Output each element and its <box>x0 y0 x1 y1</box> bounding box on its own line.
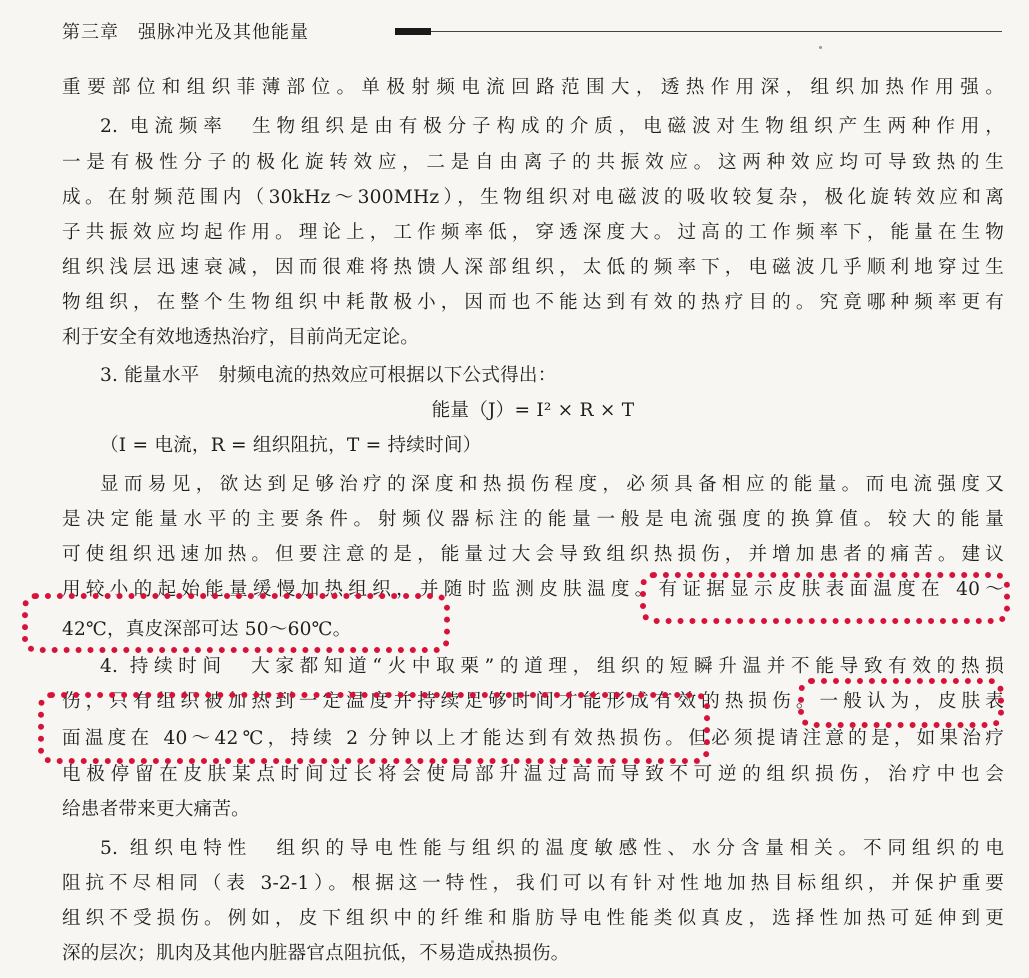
formula: 能量（J）= I² × R × T <box>431 400 635 421</box>
text-line: 显而易见，欲达到足够治疗的深度和热损伤程度，必须具备相应的能量。而电流强度又 <box>100 474 1004 495</box>
text-line: 一是有极性分子的极化旋转效应，二是自由离子的共振效应。这两种效应均可导致热的生 <box>62 152 1004 173</box>
text-line: 物组织，在整个生物组织中耗散极小，因而也不能达到有效的热疗目的。究竟哪种频率更有 <box>62 292 1004 313</box>
text-line: 2. 电流频率 生物组织是由有极分子构成的介质，电磁波对生物组织产生两种作用， <box>100 116 1004 137</box>
text-line: 面温度在 40～42℃，持续 2 分钟以上才能达到有效热损伤。但必须提请注意的是，如果治疗 <box>62 728 1004 749</box>
text-line: 子共振效应均起作用。理论上，工作频率低，穿透深度大。过高的工作频率下，能量在生物 <box>62 222 1004 243</box>
header-bar-decoration <box>395 28 431 35</box>
highlight-skin-temp-start <box>640 572 1010 624</box>
text-line: 阻抗不尽相同（表 3-2-1）。根据这一特性，我们可以有针对性地加热目标组织，并保护重要 <box>62 873 1004 894</box>
scan-speck <box>819 46 822 49</box>
text-line: 4. 持续时间 大家都知道“火中取栗”的道理，组织的短瞬升温并不能导致有效的热损 <box>100 656 1004 677</box>
text-line: 3. 能量水平 射频电流的热效应可根据以下公式得出： <box>100 365 557 386</box>
text-line: 42℃，真皮深部可达 50～60℃。 <box>62 619 352 640</box>
text-line: 利于安全有效地透热治疗，目前尚无定论。 <box>62 327 420 348</box>
text-line: 伤，只有组织被加热到一定温度并持续足够时间才能形成有效的热损伤。一般认为，皮肤表 <box>62 691 1004 712</box>
text-line: 成。在射频范围内（30kHz～300MHz），生物组织对电磁波的吸收较复杂，极化旋转效应和离 <box>62 187 1004 208</box>
highlight-duration-requirement <box>38 692 710 764</box>
text-line: 组织浅层迅速衰减，因而很难将热馈人深部组织，太低的频率下，电磁波几乎顺利地穿过生 <box>62 257 1004 278</box>
text-line: 深的层次；肌肉及其他内脏器官点阻抗低，不易造成热损伤。 <box>62 943 570 964</box>
text-line: 可使组织迅速加热。但要注意的是，能量过大会导致组织热损伤，并增加患者的痛苦。建议 <box>62 544 1004 565</box>
header-rule <box>431 31 1002 32</box>
running-header <box>62 18 1002 48</box>
highlight-general-view <box>798 678 1004 728</box>
formula-legend: （I = 电流，R = 组织阻抗，T = 持续时间） <box>100 435 482 456</box>
text-line: 是决定能量水平的主要条件。射频仪器标注的能量一般是电流强度的换算值。较大的能量 <box>62 509 1004 530</box>
text-line: 组织不受损伤。例如，皮下组织中的纤维和脂肪导电性能类似真皮，选择性加热可延伸到更 <box>62 908 1004 929</box>
highlight-dermis-temp <box>22 593 450 653</box>
text-line: 电极停留在皮肤某点时间过长将会使局部升温过高而导致不可逆的组织损伤，治疗中也会 <box>62 764 1004 785</box>
text-line: 重要部位和组织菲薄部位。单极射频电流回路范围大，透热作用深，组织加热作用强。 <box>62 77 1004 98</box>
text-line: 用较小的起始能量缓慢加热组织，并随时监测皮肤温度。有证据显示皮肤表面温度在 40～ <box>62 579 1004 600</box>
text-line: 给患者带来更大痛苦。 <box>62 799 250 820</box>
text-line: 5. 组织电特性 组织的导电性能与组织的温度敏感性、水分含量相关。不同组织的电 <box>100 838 1004 859</box>
scan-speck <box>491 940 494 943</box>
chapter-title: 第三章 强脉冲光及其他能量 <box>62 22 309 43</box>
